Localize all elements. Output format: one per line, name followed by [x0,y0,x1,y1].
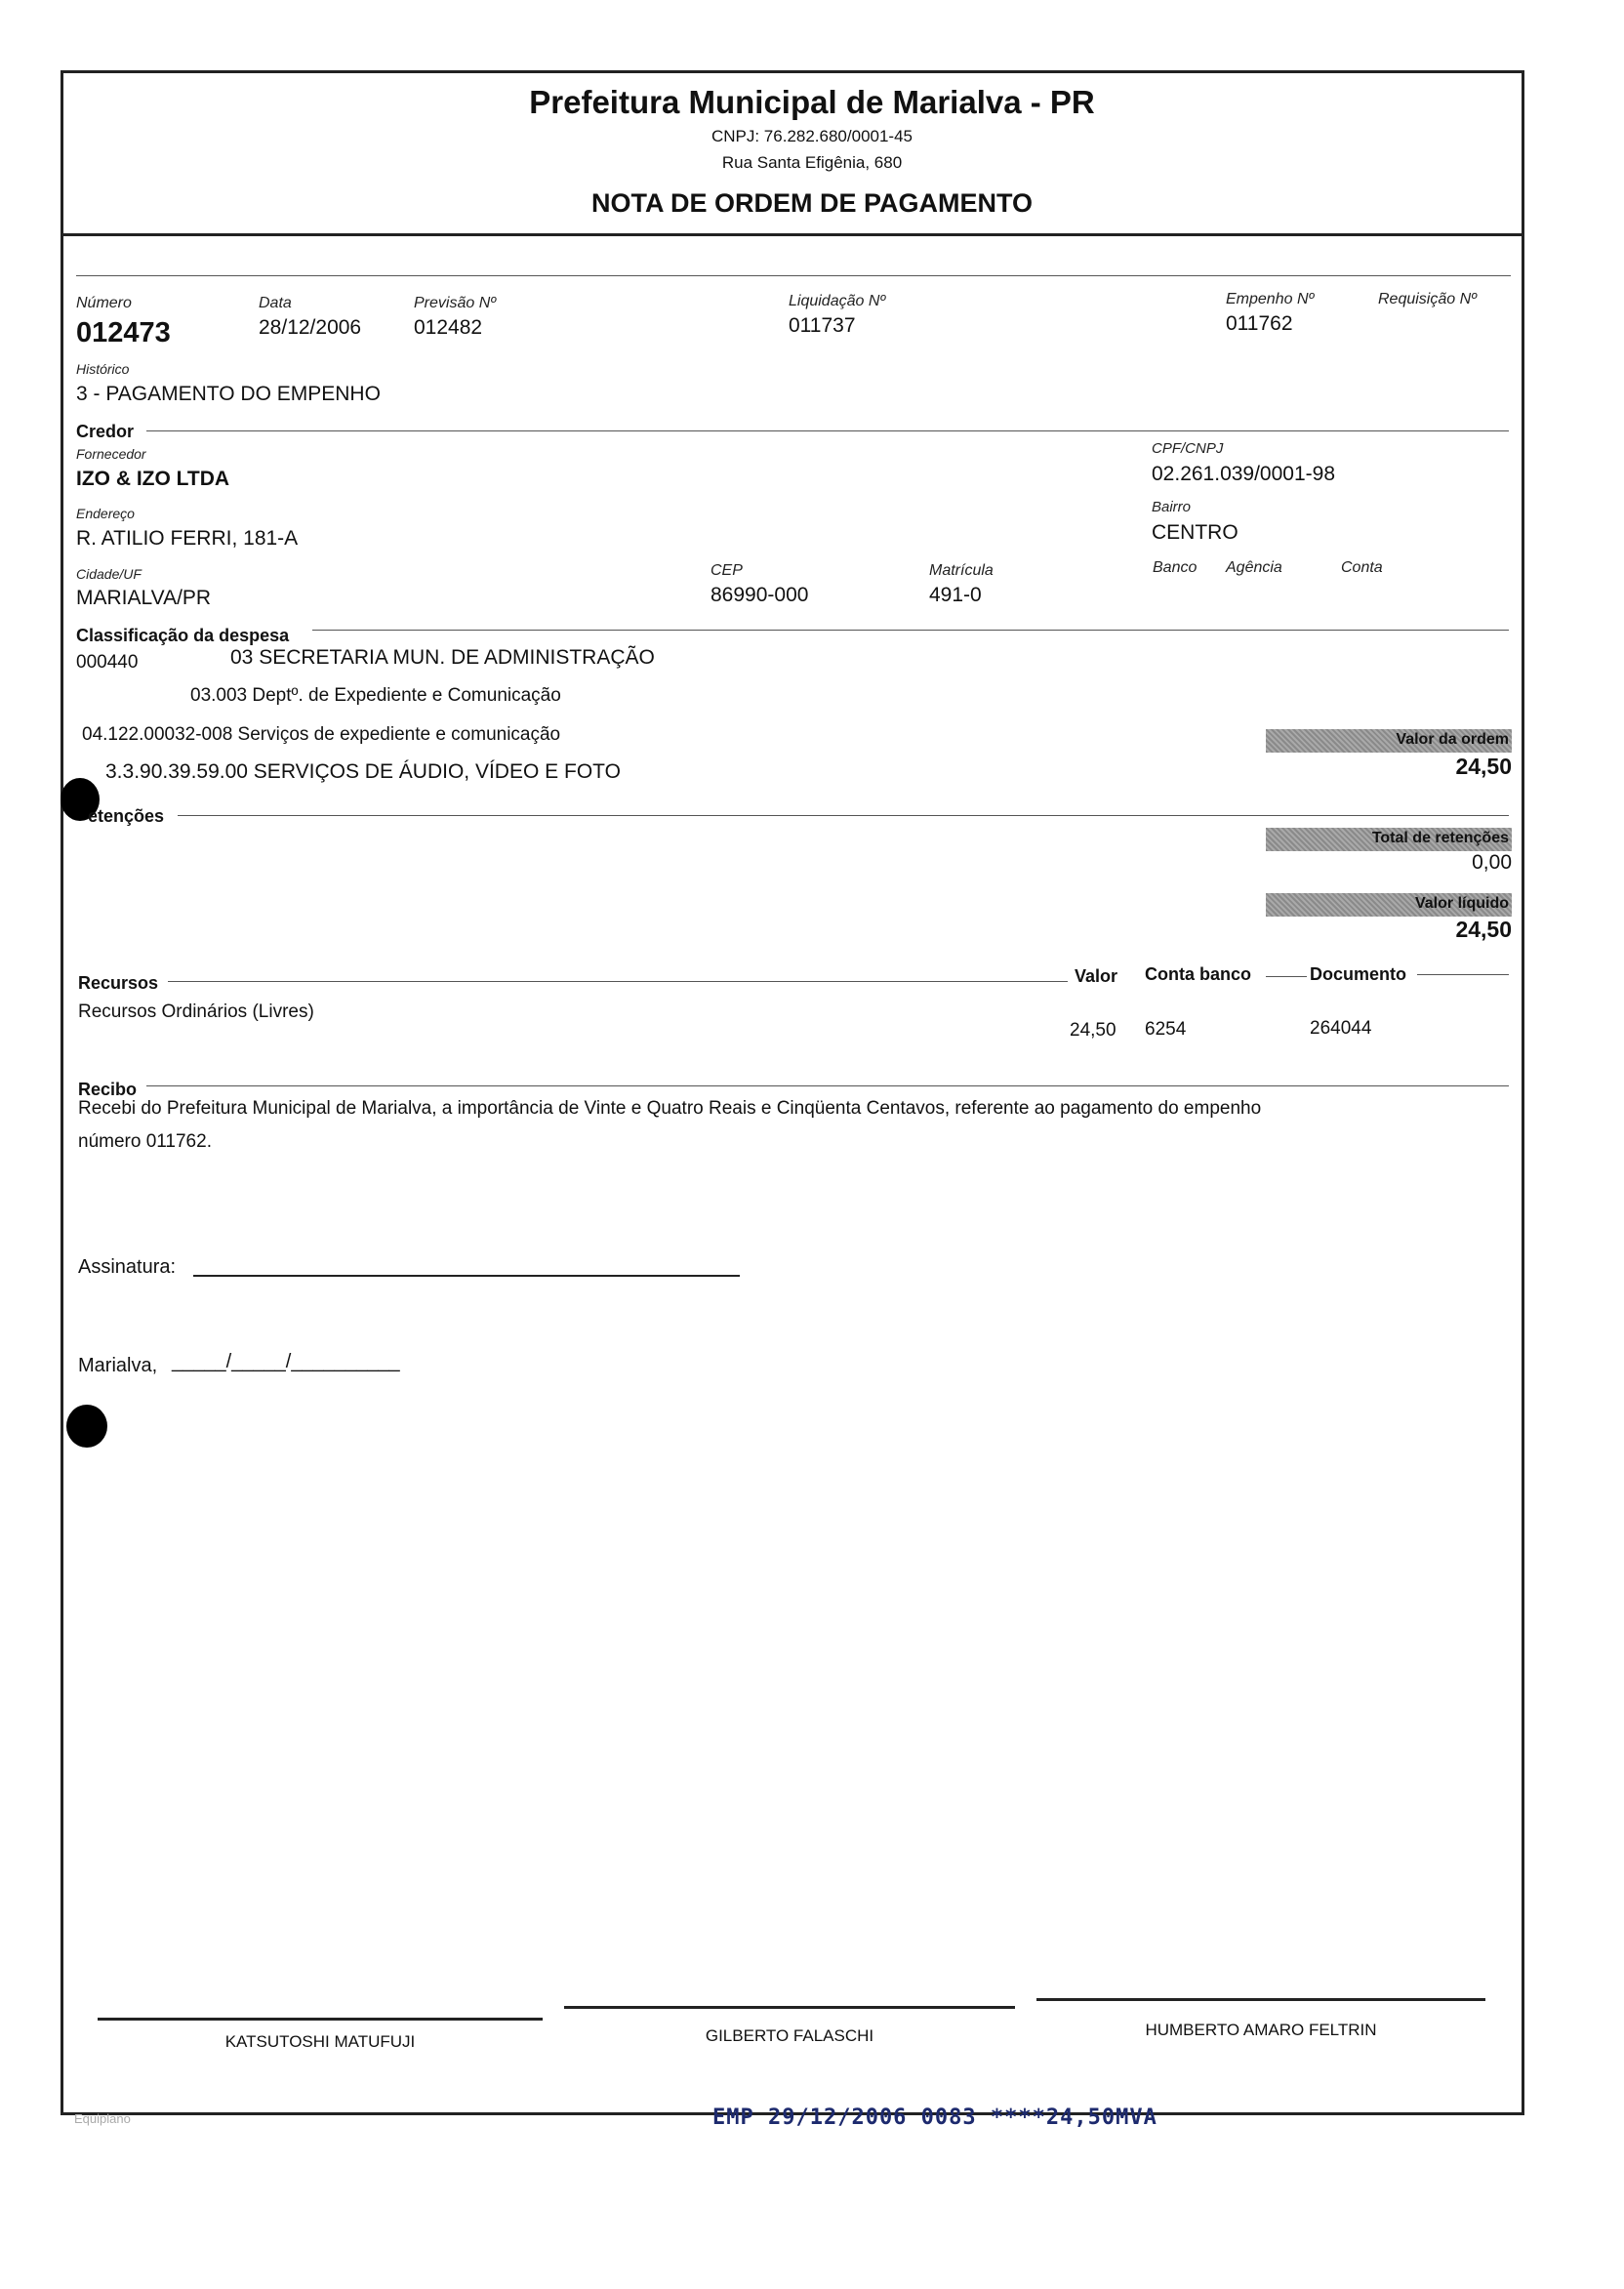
cep-value: 86990-000 [710,584,809,606]
data-value: 28/12/2006 [259,316,362,339]
recursos-valor: 24,50 [1070,1020,1116,1041]
endereco-value: R. ATILIO FERRI, 181-A [76,527,299,550]
header-address: Rua Santa Efigênia, 680 [721,153,903,172]
cidade-label: Cidade/UF [76,566,142,582]
fornecedor-value: IZO & IZO LTDA [76,468,230,490]
cidade-value: MARIALVA/PR [76,587,212,609]
data-label: Data [259,295,292,311]
agencia-label: Agência [1226,559,1282,576]
document-title: NOTA DE ORDEM DE PAGAMENTO [590,188,1033,218]
endereco-label: Endereço [76,506,135,521]
date-blank: _____/_____/__________ [172,1351,400,1372]
historico-value: 3 - PAGAMENTO DO EMPENHO [76,383,381,405]
empenho-label: Empenho Nº [1226,291,1315,307]
classificacao-line3: 04.122.00032-008 Serviços de expediente e comunicação [82,724,561,745]
empenho-value: 011762 [1226,312,1293,335]
signature-line-3 [1036,1998,1485,2001]
recibo-text-line1: Recebi do Prefeitura Municipal de Marialva, a importância de Vinte e Quatro Reais e Cinqüenta Centavos, referente ao pagamento do empenho [78,1098,1262,1119]
recursos-descricao: Recursos Ordinários (Livres) [78,1001,314,1022]
retencoes-rule [178,815,1509,816]
credor-rule [146,430,1509,431]
page-title: Prefeitura Municipal de Marialva - PR [529,84,1095,120]
document-frame [61,70,1524,2115]
conta-label: Conta [1341,559,1383,576]
numero-label: Número [76,295,132,311]
classificacao-code: 000440 [76,652,139,673]
historico-label: Histórico [76,361,130,377]
valor-liquido-bar [1266,893,1512,917]
banco-label: Banco [1153,559,1198,576]
classificacao-rule [312,630,1509,631]
recursos-valor-label: Valor [1075,966,1118,986]
bairro-value: CENTRO [1152,521,1238,544]
header-cnpj: CNPJ: 76.282.680/0001-45 [710,127,914,145]
total-retencoes-label: Total de retenções [1371,830,1509,846]
classificacao-line1: 03 SECRETARIA MUN. DE ADMINISTRAÇÃO [230,646,655,669]
valor-ordem-label: Valor da ordem [1396,731,1509,748]
assinatura-label: Assinatura: [78,1256,177,1278]
local-label: Marialva, [78,1355,158,1376]
signature-name-3: HUMBERTO AMARO FELTRIN [1145,2021,1377,2039]
valor-liquido-value: 24,50 [1455,917,1512,942]
cep-label: CEP [710,562,743,579]
previsao-value: 012482 [414,316,483,339]
recursos-conta-label: Conta banco [1145,964,1252,984]
recursos-conta: 6254 [1145,1019,1187,1040]
requisicao-label: Requisição Nº [1378,291,1477,307]
fornecedor-label: Fornecedor [76,446,146,462]
signature-name-1: KATSUTOSHI MATUFUJI [224,2032,416,2051]
matricula-value: 491-0 [929,584,982,606]
cashier-stamp: EMP 29/12/2006 0083 ****24,50MVA [712,2105,1157,2130]
liquidacao-label: Liquidação Nº [789,293,886,309]
bairro-label: Bairro [1152,499,1192,515]
recursos-rule [168,981,1068,982]
ids-top-rule [76,275,1511,276]
software-label: Equiplano [74,2111,131,2126]
punch-hole-bottom [66,1405,107,1448]
previsao-label: Previsão Nº [414,295,497,311]
recursos-documento-label: Documento [1310,964,1406,984]
classificacao-line4: 3.3.90.39.59.00 SERVIÇOS DE ÁUDIO, VÍDEO E FOTO [105,760,621,783]
signature-line-2 [564,2006,1015,2009]
numero-value: 012473 [76,317,171,348]
classificacao-section: Classificação da despesa [76,626,290,645]
retencoes-section: etenções [88,806,165,826]
recursos-documento: 264044 [1310,1018,1372,1039]
credor-section: Credor [76,422,135,441]
recursos-rule-2 [1266,976,1307,977]
cpf-value: 02.261.039/0001-98 [1152,463,1336,485]
valor-liquido-label: Valor líquido [1414,895,1509,912]
total-retencoes-bar [1266,828,1512,851]
recibo-section: Recibo [78,1080,138,1099]
signature-line-1 [98,2018,543,2021]
total-retencoes-value: 0,00 [1472,851,1512,874]
recursos-section: Recursos [78,973,159,993]
valor-ordem-bar [1266,729,1512,753]
recibo-text-line2: número 011762. [78,1131,212,1152]
signature-name-2: GILBERTO FALASCHI [705,2026,874,2045]
recibo-rule [146,1085,1509,1086]
recursos-rule-3 [1417,974,1509,975]
header-divider [61,233,1524,236]
assinatura-line [193,1275,740,1277]
matricula-label: Matrícula [929,562,994,579]
valor-ordem-value: 24,50 [1455,754,1512,779]
cpf-label: CPF/CNPJ [1152,440,1224,457]
classificacao-line2: 03.003 Deptº. de Expediente e Comunicação [190,685,561,706]
liquidacao-value: 011737 [789,314,856,337]
